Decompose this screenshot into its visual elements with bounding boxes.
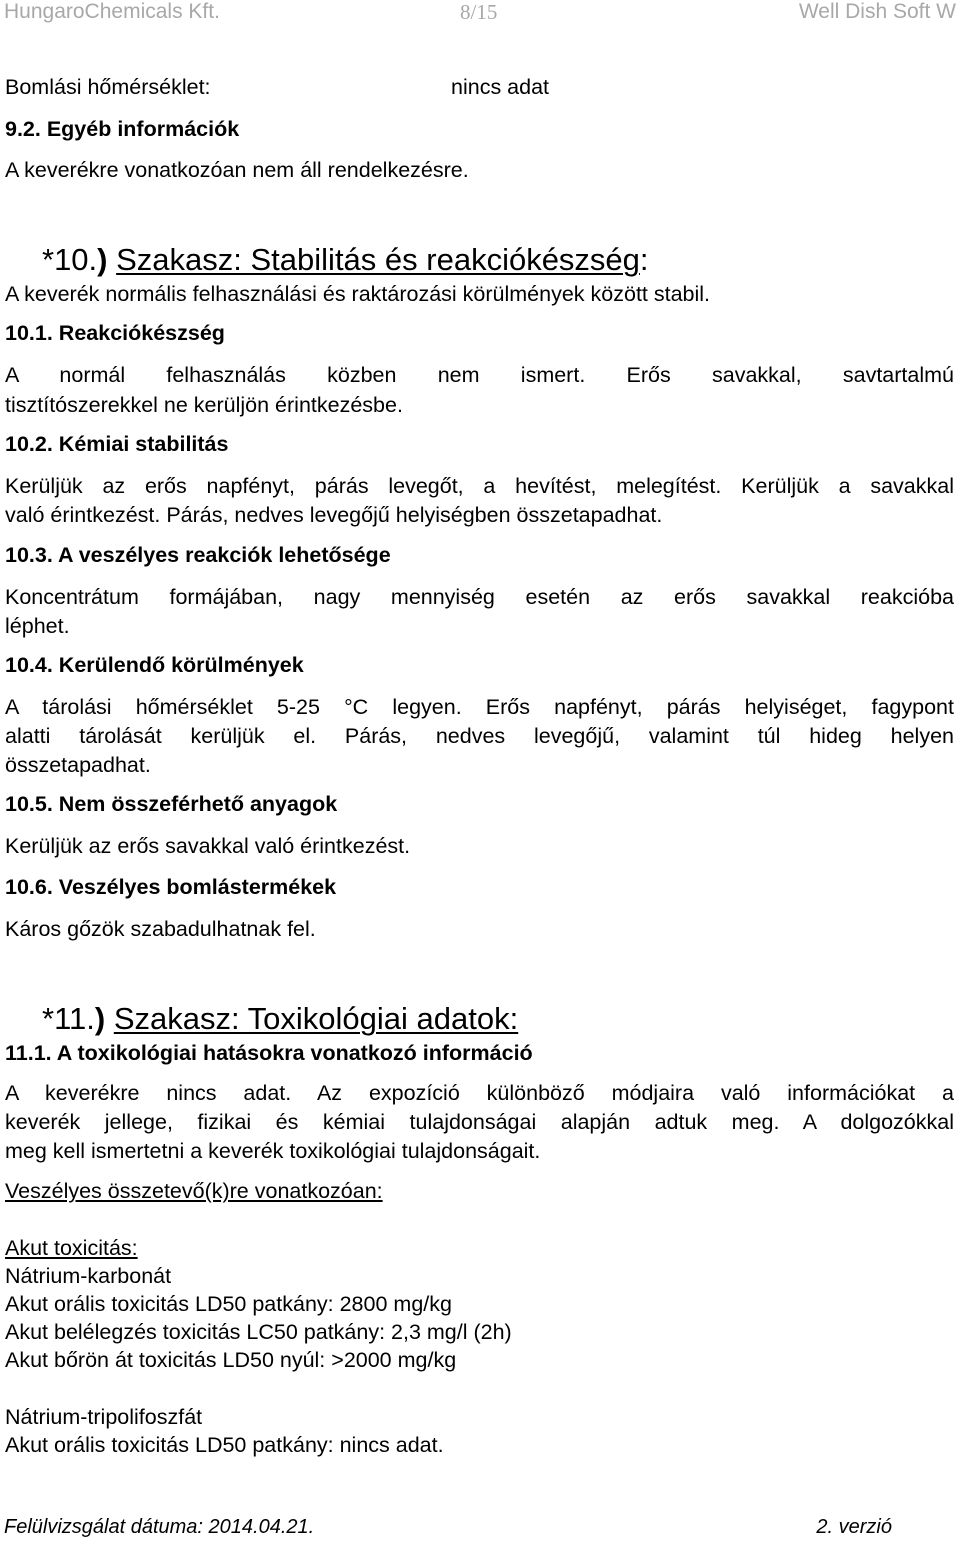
section-10-4-line-1: A tárolási hőmérséklet 5-25 °C legyen. Erős napfényt, párás helyiséget, fagypont: [5, 695, 954, 719]
section-10-3-line-1: Koncentrátum formájában, nagy mennyiség esetén az erős savakkal reakcióba: [5, 585, 954, 609]
header-company: HungaroChemicals Kft.: [4, 0, 220, 23]
substance-2-name: Nátrium-tripolifoszfát: [5, 1405, 203, 1429]
section-11-number: *11.: [42, 1001, 95, 1036]
substance-2-oral: Akut orális toxicitás LD50 patkány: nincs adat.: [5, 1433, 444, 1457]
section-10-paren: ): [97, 242, 108, 277]
section-10-4-heading: 10.4. Kerülendő körülmények: [5, 653, 304, 677]
header-page-number: 8/15: [460, 0, 498, 24]
section-9-2-heading: 9.2. Egyéb információk: [5, 117, 240, 141]
section-10-2-heading: 10.2. Kémiai stabilitás: [5, 432, 229, 456]
section-10-1-heading: 10.1. Reakciókészség: [5, 321, 225, 345]
section-10-1-line-2: tisztítószerekkel ne kerüljön érintkezésbe.: [5, 393, 403, 417]
section-10-2-line-2: való érintkezést. Párás, nedves levegőjű helyiségben összetapadhat.: [5, 503, 663, 527]
section-9-2-text: A keverékre vonatkozóan nem áll rendelkezésre.: [5, 158, 469, 182]
section-10-title: [42, 242, 649, 278]
section-10-4-line-2: alatti tárolását kerüljük el. Párás, nedves levegőjű, valamint túl hideg helyen: [5, 724, 954, 748]
page-header: [0, 0, 960, 24]
section-11-title: [42, 1001, 518, 1037]
hazardous-components-label: Veszélyes összetevő(k)re vonatkozóan:: [5, 1179, 383, 1203]
section-10-2-line-1: Kerüljük az erős napfényt, párás levegőt, a hevítést, melegítést. Kerüljük a savakkal: [5, 474, 954, 498]
page-footer: [0, 1516, 960, 1540]
acute-toxicity-label: Akut toxicitás:: [5, 1236, 138, 1260]
section-11-paren: ): [94, 1001, 106, 1036]
section-11-1-line-3: meg kell ismertetni a keverék toxikológiai tulajdonságait.: [5, 1139, 541, 1163]
section-10-number: *10.: [42, 242, 98, 277]
section-11-1-heading: 11.1. A toxikológiai hatásokra vonatkozó információ: [5, 1041, 533, 1065]
footer-revision-date: Felülvizsgálat dátuma: 2014.04.21.: [4, 1516, 315, 1538]
substance-1-name: Nátrium-karbonát: [5, 1264, 172, 1288]
section-10-5-heading: 10.5. Nem összeférhető anyagok: [5, 792, 338, 816]
section-11-title-text: Szakasz: Toxikológiai adatok:: [113, 1001, 519, 1036]
section-10-6-text: Káros gőzök szabadulhatnak fel.: [5, 917, 316, 941]
section-10-title-text: Szakasz: Stabilitás és reakciókészség: [116, 242, 640, 277]
decomposition-value: nincs adat: [451, 75, 550, 99]
substance-1-dermal: Akut bőrön át toxicitás LD50 nyúl: >2000 mg/kg: [5, 1348, 457, 1372]
section-10-5-text: Kerüljük az erős savakkal való érintkezést.: [5, 834, 411, 858]
substance-1-inhalation: Akut belélegzés toxicitás LC50 patkány: 2,3 mg/l (2h): [5, 1320, 512, 1344]
section-10-intro: A keverék normális felhasználási és raktározási körülmények között stabil.: [5, 282, 711, 306]
header-product: Well Dish Soft W: [798, 0, 956, 23]
section-10-1-line-1: A normál felhasználás közben nem ismert. Erős savakkal, savtartalmú: [5, 363, 954, 387]
substance-1-oral: Akut orális toxicitás LD50 patkány: 2800 mg/kg: [5, 1292, 452, 1316]
footer-version: 2. verzió: [816, 1516, 892, 1538]
section-10-6-heading: 10.6. Veszélyes bomlástermékek: [5, 875, 337, 899]
section-11-1-line-1: A keverékre nincs adat. Az expozíció különböző módjaira való információkat a: [5, 1081, 954, 1105]
section-10-4-line-3: összetapadhat.: [5, 753, 151, 777]
section-11-1-line-2: keverék jellege, fizikai és kémiai tulajdonságai alapján adtuk meg. A dolgozókkal: [5, 1110, 954, 1134]
section-10-colon: :: [639, 242, 649, 277]
section-10-3-line-2: léphet.: [5, 614, 70, 638]
section-10-3-heading: 10.3. A veszélyes reakciók lehetősége: [5, 543, 391, 567]
decomposition-label: Bomlási hőmérséklet:: [5, 75, 211, 99]
